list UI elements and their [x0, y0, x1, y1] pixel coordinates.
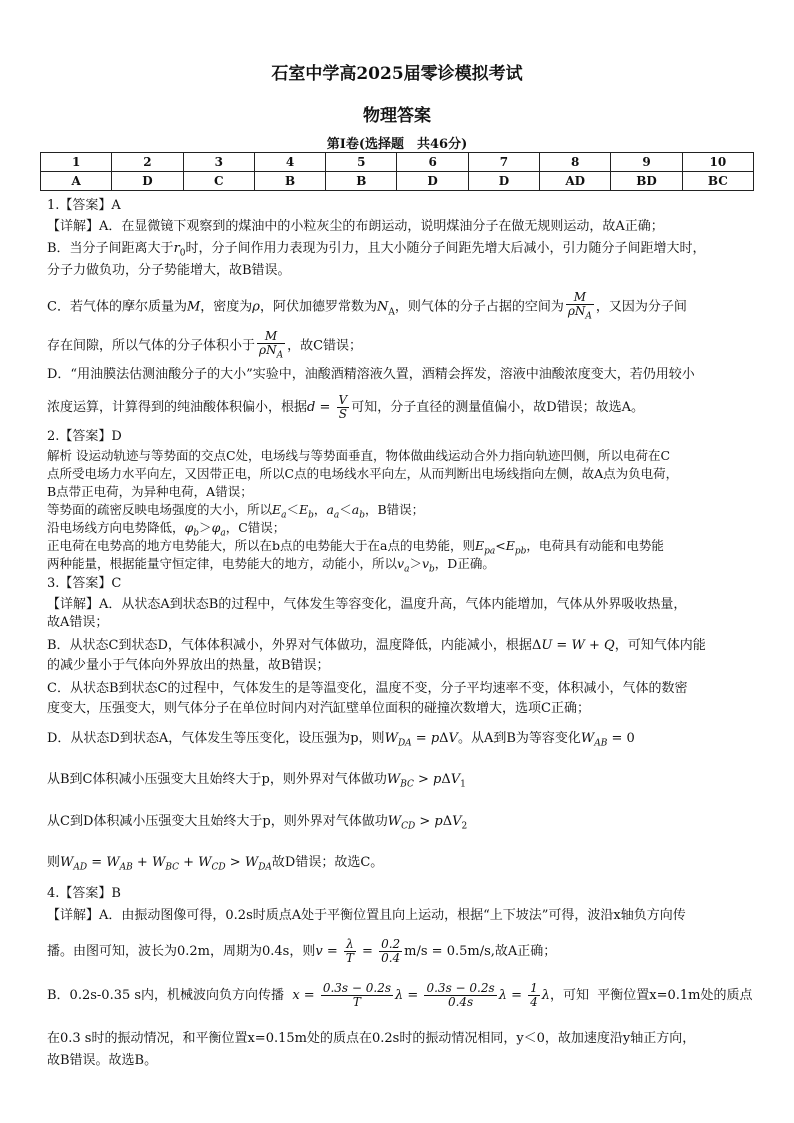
question-number: 8 — [540, 153, 611, 172]
q2-explanation-line: 解析 设运动轨迹与等势面的交点C处，电场线与等势面垂直，物体做曲线运动合外力指向轨迹凹侧，所以电荷在C — [47, 448, 671, 463]
answer-table — [40, 152, 754, 191]
q3-explanation-line: C．从状态B到状态C的过程中，气体发生的是等温变化，温度不变，分子平均速率不变，体积减小，气体的数密 — [47, 681, 688, 696]
diameter-fraction: $\frac{V}{S}$ — [338, 393, 348, 421]
q3-explanation-line: 度变大，压强变大，则气体分子在单位时间内对汽缸壁单位面积的碰撞次数增大，选项C正确； — [47, 701, 590, 716]
q1-answer-head: 1.【答案】A — [47, 198, 121, 213]
q2-explanation-line: 等势面的疏密反映电场强度的大小，所以$E_a<E_b$，$a_a<a_b$，B错误； — [47, 502, 425, 521]
q2-explanation-line: 沿电场线方向电势降低，$\varphi_b>\varphi_a$，C错误； — [47, 520, 286, 539]
q2-answer-head: 2.【答案】D — [47, 429, 122, 444]
quarter-fraction: $\frac{1}{4}$ — [530, 981, 538, 1009]
distance-fraction: $\frac{0.3s - 0.2s}{T}$ — [322, 981, 392, 1009]
q4-explanation-line: 故B错误。故选B。 — [47, 1053, 158, 1068]
answer-cell: D — [468, 172, 539, 191]
q3-explanation-line: 则$W_{AD} = W_{AB} + W_{BC} + W_{CD} > W_{DA}$故D错误；故选C。 — [47, 855, 384, 873]
question-number: 6 — [397, 153, 468, 172]
answer-cell: BC — [682, 172, 753, 191]
answer-cell: A — [41, 172, 112, 191]
q2-explanation-line: 两种能量，根据能量守恒定律，电势能大的地方，动能小，所以$v_a>v_b$，D正确。 — [47, 556, 495, 575]
question-number: 9 — [611, 153, 682, 172]
q2-explanation-line: 点所受电场力水平向左，又因带正电，所以C点的电场线水平向左，从而判断出电场线指向左侧，故A点为负电荷， — [47, 466, 679, 481]
question-number: 3 — [183, 153, 254, 172]
answer-cell: D — [112, 172, 183, 191]
question-number: 5 — [326, 153, 397, 172]
answer-cell: B — [326, 172, 397, 191]
q4-explanation-line: 在0.3 s时的振动情况，和平衡位置x=0.15m处的质点在0.2s时的振动情况相同，y＜0，故加速度沿y轴正方向， — [47, 1031, 696, 1046]
q2-explanation-line: 正电荷在电势高的地方电势能大，所以在b点的电势能大于在a点的电势能，则$E_{pa}<E_{pb}$，电荷具有动能和电势能 — [47, 538, 664, 557]
q1-explanation-line: D．“用油膜法估测油酸分子的大小”实验中，油酸酒精溶液久置，酒精会挥发，溶液中油酸浓度变大，若仍用较小 — [47, 367, 695, 382]
speed-fraction: $\frac{\lambda}{T}$ — [345, 937, 354, 965]
q3-explanation-line: 的减少量小于气体向外界放出的热量，故B错误； — [47, 658, 330, 673]
q3-explanation-line: 从B到C体积减小压强变大且始终大于p，则外界对气体做功$W_{BC} > p\Delta V_1$ — [47, 772, 466, 790]
question-number: 7 — [468, 153, 539, 172]
q1-explanation-line: C．若气体的摩尔质量为M，密度为ρ，阿伏加德罗常数为$N_A$，则气体的分子占据的空间为 $\frac{M}{\rho N_A}$ ，又因为分子间 — [47, 290, 687, 322]
distance-fraction: $\frac{0.3s - 0.2s}{0.4s}$ — [426, 981, 495, 1009]
q1-explanation-line: 分子力做负功，分子势能增大，故B错误。 — [47, 263, 291, 278]
q1-explanation-line: 存在间隙，所以气体的分子体积小于 $\frac{M}{\rho N_A}$ ，故C错误； — [47, 329, 363, 361]
question-number: 2 — [112, 153, 183, 172]
q2-explanation-line: B点带正电荷，为异种电荷，A错误； — [47, 484, 253, 499]
section-heading: 第Ⅰ卷(选择题 共46分) — [326, 137, 468, 152]
q1-explanation-line: 【详解】A．在显微镜下观察到的煤油中的小粒灰尘的布朗运动，说明煤油分子在做无规则运动，故A正确； — [47, 219, 664, 234]
speed-value-fraction: $\frac{0.2}{0.4}$ — [381, 937, 401, 965]
q4-explanation-line: 【详解】A．由振动图像可得，0.2s时质点A处于平衡位置且向上运动，根据“上下坡法”可得，波沿x轴负方向传 — [47, 908, 686, 923]
q3-explanation-line: 故A错误； — [47, 615, 109, 630]
q3-explanation-line: D．从状态D到状态A，气体发生等压变化，设压强为p，则$W_{DA} = p\Delta V$。从A到B为等容变化$W_{AB} = 0$ — [47, 731, 635, 749]
q3-answer-head: 3.【答案】C — [47, 576, 122, 591]
q4-explanation-line: B．0.2s-0.35 s内，机械波向负方向传播 x = $\frac{0.3s - 0.2s}{T}$ λ = $\frac{0.3s - 0.2s}{0.4s}$ λ = $\frac{1}{4}$ λ，可知 平衡位置x=0.1m处的质点 — [47, 981, 753, 1009]
molar-volume-fraction: $\frac{M}{\rho N_A}$ — [259, 329, 284, 361]
question-number: 4 — [254, 153, 325, 172]
answer-cell: BD — [611, 172, 682, 191]
answer-cell: AD — [540, 172, 611, 191]
document-title: 石室中学高2025届零诊模拟考试 — [271, 64, 523, 84]
q3-explanation-line: 【详解】A．从状态A到状态B的过程中，气体发生等容变化，温度升高，气体内能增加，气体从外界吸收热量， — [47, 597, 687, 612]
answer-table-number-row — [41, 153, 754, 172]
answer-table-answer-row — [41, 172, 754, 191]
document-subtitle: 物理答案 — [363, 106, 431, 126]
answer-cell: D — [397, 172, 468, 191]
q3-explanation-line: 从C到D体积减小压强变大且始终大于p，则外界对气体做功$W_{CD} > p\Delta V_2$ — [47, 814, 468, 832]
q4-answer-head: 4.【答案】B — [47, 886, 121, 901]
q4-explanation-line: 播。由图可知，波长为0.2m，周期为0.4s，则v = $\frac{\lambda}{T}$ = $\frac{0.2}{0.4}$ m/s = 0.5m/s,故A正确； — [47, 937, 557, 965]
answer-cell: C — [183, 172, 254, 191]
q1-explanation-line: 浓度运算，计算得到的纯油酸体积偏小，根据d = $\frac{V}{S}$ 可知，分子直径的测量值偏小，故D错误；故选A。 — [47, 393, 644, 421]
q1-explanation-line: B．当分子间距离大于$r_0$时，分子间作用力表现为引力，且大小随分子间距先增大后减小，引力随分子间距增大时， — [47, 241, 706, 259]
molar-volume-fraction: $\frac{M}{\rho N_A}$ — [567, 290, 592, 322]
q3-explanation-line: B．从状态C到状态D，气体体积减小，外界对气体做功，温度降低，内能减小，根据ΔU = W + Q，可知气体内能 — [47, 638, 706, 653]
question-number: 1 — [41, 153, 112, 172]
question-number: 10 — [682, 153, 753, 172]
answer-cell: B — [254, 172, 325, 191]
